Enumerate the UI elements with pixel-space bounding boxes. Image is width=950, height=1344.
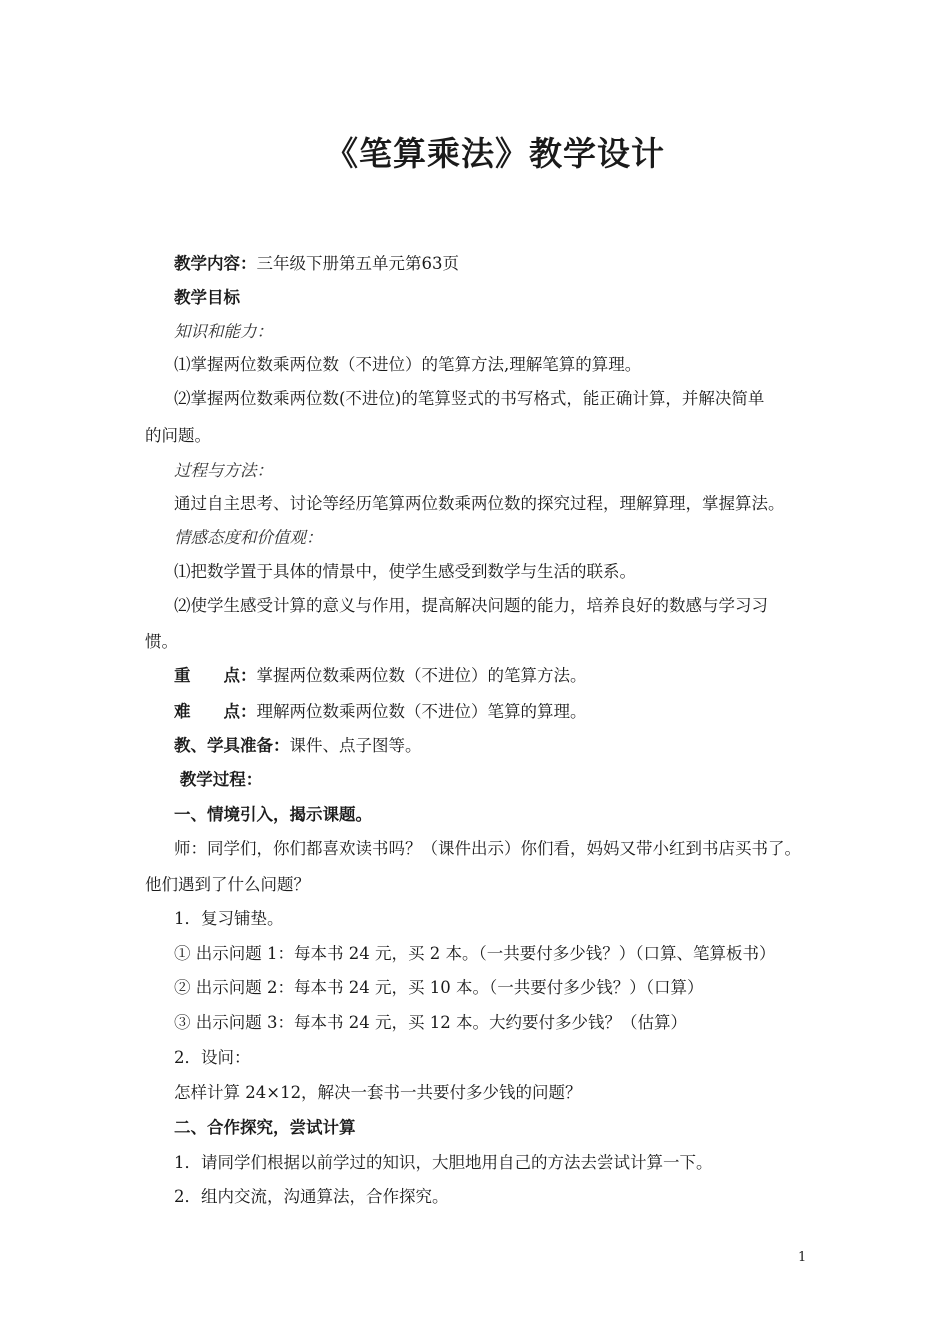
process-method-text: 通过自主思考、讨论等经历笔算两位数乘两位数的探究过程，理解算理，掌握算法。 bbox=[174, 494, 785, 513]
question-3: ③ 出示问题 3：每本书 24 元，买 12 本。大约要付多少钱？（估算） bbox=[174, 1013, 687, 1032]
knowledge-heading: 知识和能力： bbox=[174, 322, 273, 341]
ask-step: 2．设问： bbox=[174, 1048, 251, 1067]
review-step: 1．复习铺垫。 bbox=[174, 909, 284, 928]
content-value: 三年级下册第五单元第63页 bbox=[256, 254, 459, 273]
process-method-heading: 过程与方法： bbox=[174, 461, 273, 480]
content-line bbox=[174, 253, 459, 275]
explore-step-1: 1．请同学们根据以前学过的知识，大胆地用自己的方法去尝试计算一下。 bbox=[174, 1153, 713, 1172]
section-2-heading: 二、合作探究，尝试计算 bbox=[174, 1118, 356, 1137]
difficulty-value: 理解两位数乘两位数（不进位）笔算的算理。 bbox=[256, 702, 587, 721]
goals-heading: 教学目标 bbox=[174, 288, 240, 307]
teacher-intro: 师：同学们，你们都喜欢读书吗？（课件出示）你们看，妈妈又带小红到书店买书了。 bbox=[174, 839, 801, 858]
knowledge-item-1: ⑴掌握两位数乘两位数（不进位）的笔算方法,理解笔算的算理。 bbox=[174, 355, 642, 374]
prep-line bbox=[174, 735, 422, 757]
page-number: 1 bbox=[798, 1250, 807, 1265]
difficulty-line bbox=[174, 701, 587, 723]
section-1-heading: 一、情境引入，揭示课题。 bbox=[174, 805, 372, 824]
question-1: ① 出示问题 1：每本书 24 元，买 2 本。（一共要付多少钱？）（口算、笔算板书） bbox=[174, 944, 776, 963]
teacher-intro-cont: 他们遇到了什么问题？ bbox=[145, 875, 310, 894]
explore-step-2: 2．组内交流，沟通算法，合作探究。 bbox=[174, 1187, 449, 1206]
page-title: 《笔算乘法》教学设计 bbox=[325, 134, 665, 173]
content-label: 教学内容： bbox=[174, 254, 257, 273]
teaching-process-heading: 教学过程： bbox=[174, 770, 263, 789]
knowledge-item-2: ⑵掌握两位数乘两位数(不进位)的笔算竖式的书写格式，能正确计算，并解决简单 bbox=[174, 389, 765, 408]
attitude-item-2-cont: 惯。 bbox=[145, 632, 178, 651]
ask-text: 怎样计算 24×12，解决一套书一共要付多少钱的问题？ bbox=[174, 1083, 582, 1102]
question-2: ② 出示问题 2：每本书 24 元，买 10 本。（一共要付多少钱？）（口算） bbox=[174, 978, 704, 997]
attitude-item-2: ⑵使学生感受计算的意义与作用，提高解决问题的能力，培养良好的数感与学习习 bbox=[174, 596, 768, 615]
prep-label: 教、学具准备： bbox=[174, 736, 290, 755]
difficulty-label: 难 点： bbox=[174, 702, 257, 721]
attitude-heading: 情感态度和价值观： bbox=[174, 528, 323, 547]
attitude-item-1: ⑴把数学置于具体的情景中，使学生感受到数学与生活的联系。 bbox=[174, 562, 636, 581]
knowledge-item-2-cont: 的问题。 bbox=[145, 426, 211, 445]
key-point-label: 重 点： bbox=[174, 666, 257, 685]
prep-value: 课件、点子图等。 bbox=[289, 736, 422, 755]
key-point-line bbox=[174, 665, 587, 687]
key-point-value: 掌握两位数乘两位数（不进位）的笔算方法。 bbox=[256, 666, 587, 685]
